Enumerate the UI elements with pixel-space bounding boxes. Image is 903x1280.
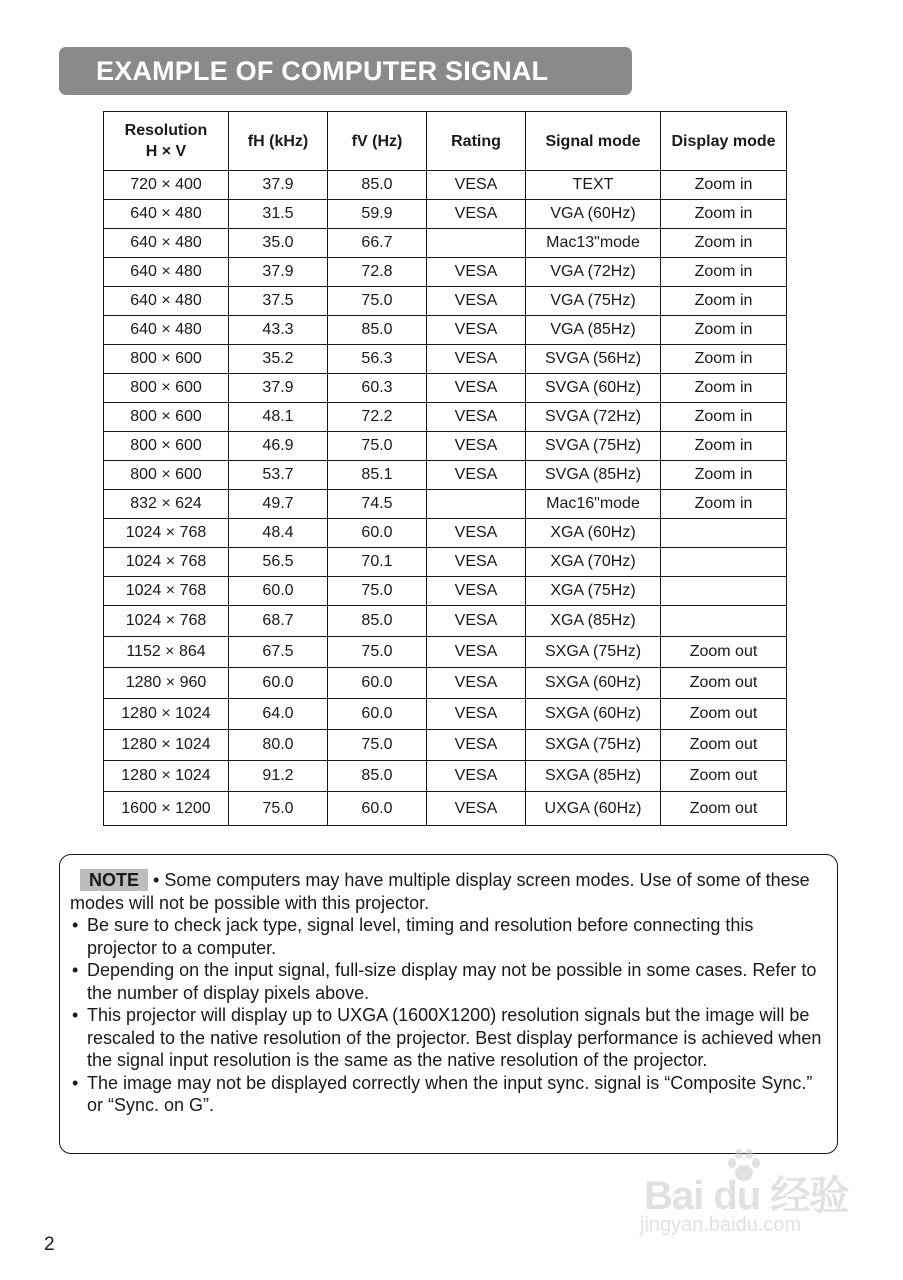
cell-fh: 37.9 [229,258,328,287]
cell-fh: 91.2 [229,761,328,792]
cell-display-mode: Zoom in [661,461,787,490]
cell-display-mode [661,577,787,606]
cell-signal-mode: UXGA (60Hz) [526,792,661,826]
cell-fv: 56.3 [328,345,427,374]
page-title: EXAMPLE OF COMPUTER SIGNAL [96,56,549,86]
table-body [104,171,787,826]
cell-fh: 68.7 [229,606,328,637]
cell-resolution: 800 × 600 [104,403,229,432]
cell-display-mode: Zoom out [661,668,787,699]
header-fh: fH (kHz) [229,112,328,171]
cell-fv: 75.0 [328,730,427,761]
header-resolution [104,112,229,171]
cell-fv: 75.0 [328,432,427,461]
note-bullet: • This projector will display up to UXGA (1600X1200) resolution signals but the image will be rescaled to the native resolution of the projector. Best display performance is achieved when the signal input resolution is the same as the native resolution of the projector. [70,1004,828,1072]
cell-display-mode: Zoom in [661,403,787,432]
table-row [104,229,787,258]
cell-fh: 60.0 [229,577,328,606]
cell-signal-mode: SXGA (60Hz) [526,668,661,699]
cell-fh: 35.2 [229,345,328,374]
cell-rating [427,490,526,519]
cell-display-mode [661,548,787,577]
cell-signal-mode: SVGA (72Hz) [526,403,661,432]
cell-display-mode: Zoom out [661,637,787,668]
cell-fh: 80.0 [229,730,328,761]
cell-resolution: 800 × 600 [104,461,229,490]
watermark-logo: Bai du 经验 [644,1174,849,1218]
cell-resolution: 832 × 624 [104,490,229,519]
cell-signal-mode: TEXT [526,171,661,200]
cell-resolution: 640 × 480 [104,258,229,287]
cell-rating: VESA [427,287,526,316]
note-label: NOTE [80,869,148,891]
cell-display-mode: Zoom out [661,730,787,761]
cell-rating: VESA [427,403,526,432]
note-bullet: • Be sure to check jack type, signal level, timing and resolution before connecting this projector to a computer. [70,914,828,959]
cell-resolution: 1024 × 768 [104,519,229,548]
cell-fh: 37.9 [229,171,328,200]
cell-fh: 60.0 [229,668,328,699]
cell-display-mode: Zoom in [661,171,787,200]
table-row [104,374,787,403]
cell-fh: 43.3 [229,316,328,345]
cell-fv: 85.0 [328,171,427,200]
cell-fv: 85.0 [328,606,427,637]
cell-signal-mode: SVGA (56Hz) [526,345,661,374]
cell-display-mode: Zoom in [661,200,787,229]
cell-signal-mode: XGA (70Hz) [526,548,661,577]
cell-resolution: 1280 × 960 [104,668,229,699]
table-row [104,171,787,200]
cell-display-mode: Zoom in [661,287,787,316]
table-row [104,258,787,287]
section-title-bar [59,47,632,95]
cell-fh: 48.4 [229,519,328,548]
cell-fv: 60.0 [328,699,427,730]
cell-fv: 85.0 [328,761,427,792]
cell-display-mode: Zoom out [661,699,787,730]
baidu-watermark [640,1140,855,1250]
cell-signal-mode: SXGA (75Hz) [526,730,661,761]
cell-fv: 66.7 [328,229,427,258]
note-bullet: • Depending on the input signal, full-size display may not be possible in some cases. Refer to the number of display pixels above. [70,959,828,1004]
note-bullet-list [70,914,828,1117]
table-row [104,345,787,374]
cell-resolution: 1280 × 1024 [104,761,229,792]
cell-fv: 75.0 [328,637,427,668]
cell-display-mode: Zoom in [661,432,787,461]
header-resolution-line1: Resolution [124,122,208,139]
cell-resolution: 640 × 480 [104,229,229,258]
table-row [104,761,787,792]
cell-signal-mode: XGA (85Hz) [526,606,661,637]
note-body [70,869,828,1117]
cell-fv: 59.9 [328,200,427,229]
header-display-mode: Display mode [661,112,787,171]
note-first-text: • Some computers may have multiple display screen modes. Use of some of these modes will not be possible with this projector. [70,870,810,913]
cell-resolution: 800 × 600 [104,432,229,461]
cell-signal-mode: VGA (72Hz) [526,258,661,287]
table-row [104,316,787,345]
cell-signal-mode: XGA (60Hz) [526,519,661,548]
cell-resolution: 640 × 480 [104,200,229,229]
cell-display-mode: Zoom in [661,229,787,258]
header-rating: Rating [427,112,526,171]
cell-fh: 49.7 [229,490,328,519]
cell-rating: VESA [427,171,526,200]
cell-signal-mode: SXGA (60Hz) [526,699,661,730]
cell-signal-mode: SXGA (85Hz) [526,761,661,792]
page-number: 2 [44,1234,55,1255]
cell-resolution: 1600 × 1200 [104,792,229,826]
table-row [104,699,787,730]
table-header-row [104,112,787,171]
computer-signal-table [103,111,787,826]
cell-resolution: 640 × 480 [104,287,229,316]
cell-rating: VESA [427,606,526,637]
cell-signal-mode: VGA (60Hz) [526,200,661,229]
cell-signal-mode: Mac16"mode [526,490,661,519]
cell-rating: VESA [427,637,526,668]
cell-fh: 53.7 [229,461,328,490]
cell-fh: 64.0 [229,699,328,730]
note-bullet: • The image may not be displayed correctly when the input sync. signal is “Composite Sync.” or “Sync. on G”. [70,1072,828,1117]
table-row [104,200,787,229]
cell-fh: 67.5 [229,637,328,668]
cell-fh: 46.9 [229,432,328,461]
cell-fh: 35.0 [229,229,328,258]
note-box [59,854,838,1154]
cell-signal-mode: SXGA (75Hz) [526,637,661,668]
cell-resolution: 1024 × 768 [104,606,229,637]
cell-rating: VESA [427,432,526,461]
cell-rating: VESA [427,258,526,287]
cell-rating: VESA [427,200,526,229]
cell-rating: VESA [427,548,526,577]
cell-rating: VESA [427,461,526,490]
header-fv: fV (Hz) [328,112,427,171]
table-row [104,490,787,519]
table-row [104,668,787,699]
table-row [104,519,787,548]
cell-resolution: 800 × 600 [104,374,229,403]
cell-resolution: 1024 × 768 [104,577,229,606]
cell-resolution: 800 × 600 [104,345,229,374]
cell-fh: 31.5 [229,200,328,229]
cell-rating: VESA [427,761,526,792]
header-signal-mode: Signal mode [526,112,661,171]
cell-signal-mode: VGA (85Hz) [526,316,661,345]
cell-display-mode: Zoom out [661,761,787,792]
cell-signal-mode: SVGA (85Hz) [526,461,661,490]
table-row [104,548,787,577]
table-row [104,461,787,490]
table-row [104,792,787,826]
cell-fh: 48.1 [229,403,328,432]
cell-display-mode: Zoom in [661,258,787,287]
cell-rating: VESA [427,577,526,606]
cell-rating: VESA [427,792,526,826]
cell-resolution: 1152 × 864 [104,637,229,668]
cell-signal-mode: XGA (75Hz) [526,577,661,606]
cell-fh: 37.9 [229,374,328,403]
cell-fv: 75.0 [328,577,427,606]
cell-fv: 72.2 [328,403,427,432]
cell-fv: 60.0 [328,792,427,826]
cell-rating: VESA [427,316,526,345]
cell-display-mode: Zoom in [661,490,787,519]
cell-fh: 37.5 [229,287,328,316]
table-row [104,577,787,606]
cell-fv: 75.0 [328,287,427,316]
table-row [104,432,787,461]
note-first-line [70,869,828,914]
cell-display-mode [661,606,787,637]
cell-resolution: 640 × 480 [104,316,229,345]
table-row [104,287,787,316]
cell-fv: 74.5 [328,490,427,519]
cell-fv: 60.3 [328,374,427,403]
cell-resolution: 1280 × 1024 [104,730,229,761]
cell-display-mode: Zoom in [661,374,787,403]
cell-fv: 60.0 [328,519,427,548]
cell-fv: 72.8 [328,258,427,287]
cell-rating: VESA [427,345,526,374]
watermark-url: jingyan.baidu.com [640,1214,802,1236]
cell-signal-mode: SVGA (60Hz) [526,374,661,403]
cell-resolution: 1024 × 768 [104,548,229,577]
cell-signal-mode: Mac13"mode [526,229,661,258]
cell-fh: 56.5 [229,548,328,577]
cell-fv: 85.0 [328,316,427,345]
cell-rating [427,229,526,258]
table-row [104,730,787,761]
cell-rating: VESA [427,730,526,761]
cell-rating: VESA [427,699,526,730]
cell-rating: VESA [427,519,526,548]
table-row [104,606,787,637]
cell-resolution: 1280 × 1024 [104,699,229,730]
table-row [104,637,787,668]
cell-fv: 85.1 [328,461,427,490]
table-row [104,403,787,432]
cell-resolution: 720 × 400 [104,171,229,200]
cell-fv: 60.0 [328,668,427,699]
cell-rating: VESA [427,374,526,403]
cell-fh: 75.0 [229,792,328,826]
cell-display-mode: Zoom in [661,316,787,345]
cell-signal-mode: VGA (75Hz) [526,287,661,316]
cell-fv: 70.1 [328,548,427,577]
cell-display-mode: Zoom in [661,345,787,374]
cell-display-mode: Zoom out [661,792,787,826]
header-resolution-line2: H × V [145,143,187,160]
cell-signal-mode: SVGA (75Hz) [526,432,661,461]
cell-display-mode [661,519,787,548]
cell-rating: VESA [427,668,526,699]
